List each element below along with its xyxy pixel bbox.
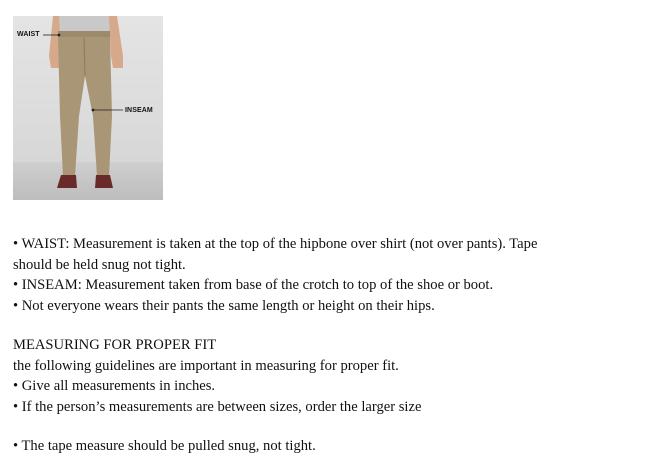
note-inseam: • INSEAM: Measurement taken from base of the crotch to top of the shoe or boot. [13,277,494,293]
waist-pointer-dot [58,34,61,37]
right-arm [109,16,123,68]
fit-inches: • Give all measurements in inches. [13,378,216,394]
fit-heading: MEASURING FOR PROPER FIT [13,337,217,353]
fit-section [13,335,653,417]
left-shoe [57,175,77,188]
measurement-notes [13,234,653,316]
fit-between-sizes: • If the person’s measurements are between sizes, order the larger size [13,398,422,415]
waist-label: WAIST [17,31,40,38]
waistband [58,31,110,38]
note-waist: • WAIST: Measurement is taken at the top of the hipbone over shirt (not over pants). Tape [13,236,538,252]
inseam-label: INSEAM [125,107,153,114]
note-waist-cont: should be held snug not tight. [13,256,186,273]
inseam-pointer-dot [92,109,95,112]
fit-tape: • The tape measure should be pulled snug, not tight. [13,438,316,454]
tape-note [13,436,653,457]
fit-intro: the following guidelines are important in measuring for proper fit. [13,357,399,374]
pants-measurement-photo [13,16,163,200]
right-shoe [95,175,113,188]
shirt [58,16,110,32]
note-hips: • Not everyone wears their pants the same length or height on their hips. [13,297,435,314]
